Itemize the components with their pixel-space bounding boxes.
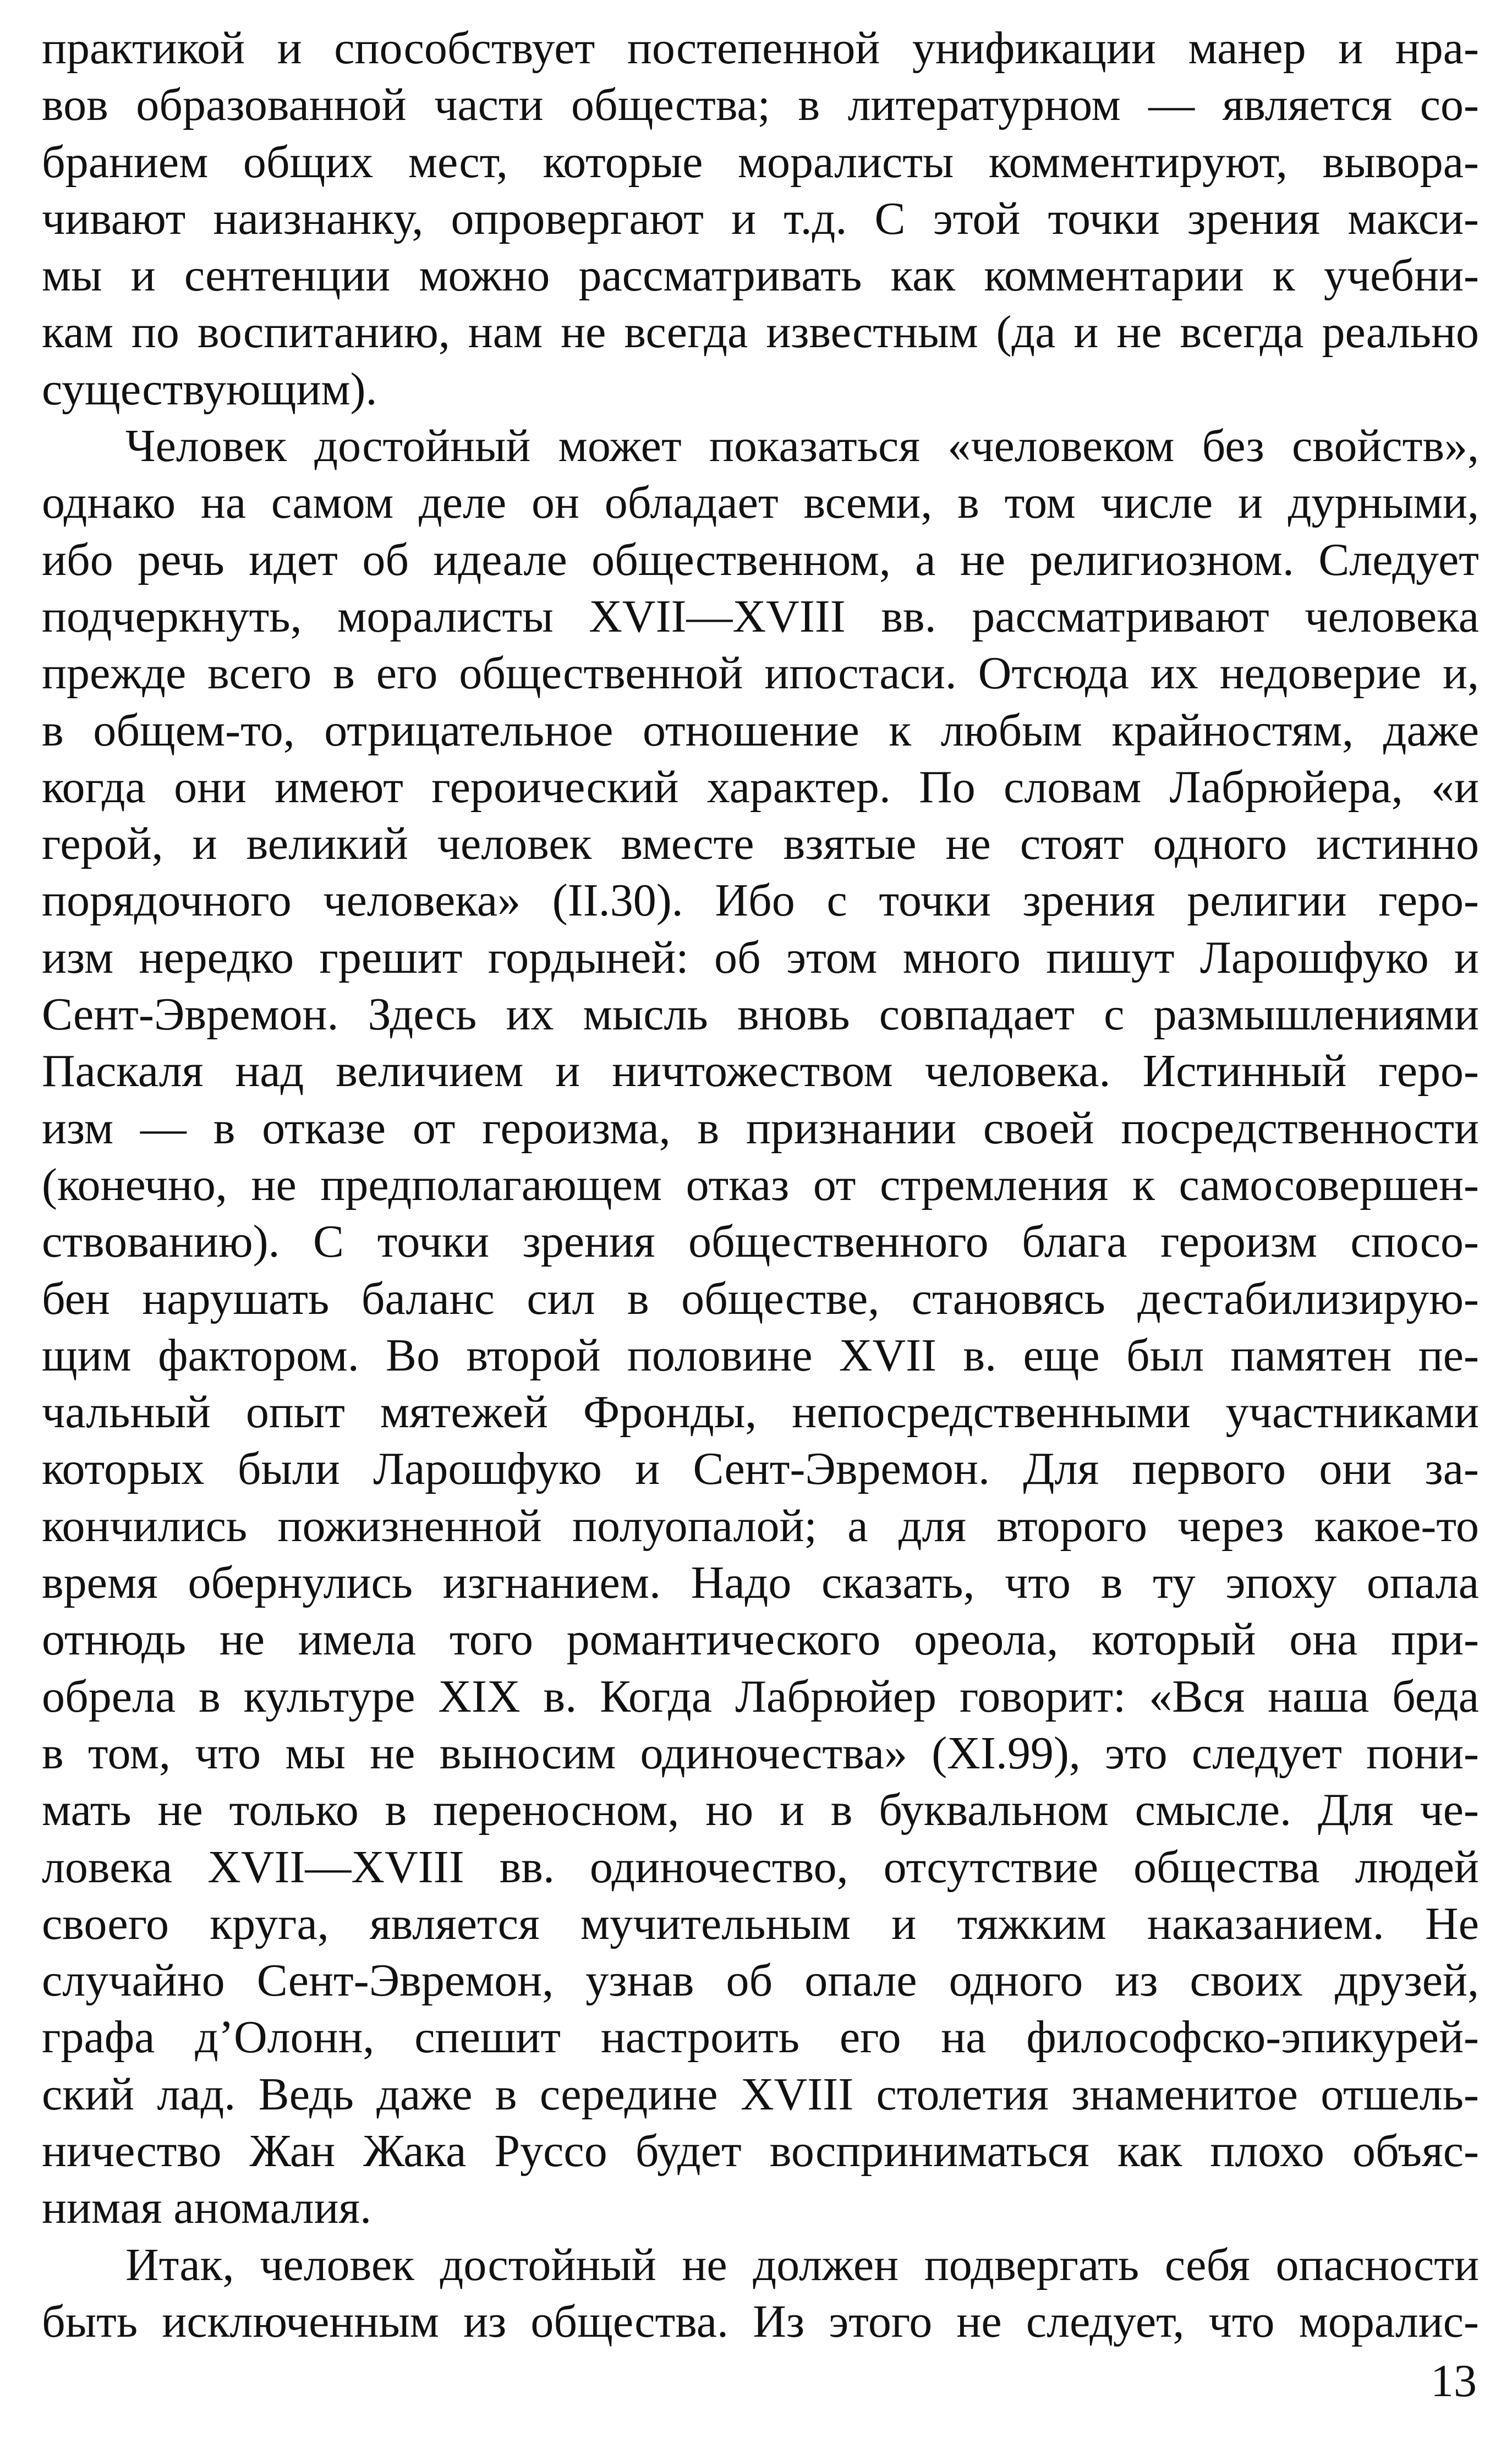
text-line: отнюдь не имела того романтического ореола, который она при- bbox=[42, 1614, 1479, 1665]
text-line: случайно Сент-Эвремон, узнав об опале одного из своих друзей, bbox=[42, 1955, 1479, 2007]
text-line: чальный опыт мятежей Фронды, непосредственными участниками bbox=[42, 1387, 1479, 1438]
text-line: кам по воспитанию, нам не всегда известным (да и не всегда реально bbox=[42, 306, 1479, 358]
text-line: мы и сентенции можно рассматривать как комментарии к учебни- bbox=[42, 250, 1479, 302]
text-line: Человек достойный может показаться «человеком без свойств», bbox=[125, 420, 1479, 472]
text-line: в том, что мы не выносим одиночества» (XI.99), это следует пони- bbox=[42, 1727, 1479, 1779]
text-line: время обернулись изгнанием. Надо сказать, что в ту эпоху опала bbox=[42, 1557, 1479, 1609]
text-line: вов образованной части общества; в литературном — является со- bbox=[42, 79, 1479, 131]
text-line: кончились пожизненной полуопалой; а для второго через какое-то bbox=[42, 1500, 1479, 1552]
paragraph bbox=[42, 2237, 1479, 2350]
paragraph bbox=[42, 20, 1479, 418]
text-line: чивают наизнанку, опровергают и т.д. С этой точки зрения макси- bbox=[42, 193, 1479, 244]
text-line: ибо речь идет об идеале общественном, а не религиозном. Следует bbox=[42, 534, 1479, 585]
text-line: Итак, человек достойный не должен подвергать себя опасности bbox=[125, 2239, 1479, 2290]
text-line: мать не только в переносном, но и в буквальном смысле. Для че- bbox=[42, 1784, 1479, 1836]
text-line: Сент-Эвремон. Здесь их мысль вновь совпадает с размышлениями bbox=[42, 989, 1479, 1040]
text-line: быть исключенным из общества. Из этого не следует, что моралис- bbox=[42, 2295, 1479, 2347]
text-line: ский лад. Ведь даже в середине XVIII столетия знаменитое отшель- bbox=[42, 2068, 1479, 2120]
text-line: ствованию). С точки зрения общественного блага героизм спосо- bbox=[42, 1216, 1479, 1268]
text-line: однако на самом деле он обладает всеми, в том числе и дурными, bbox=[42, 477, 1479, 529]
text-line: изм — в отказе от героизма, в признании своей посредственности bbox=[42, 1102, 1479, 1154]
text-line: изм нередко грешит гордыней: об этом много пишут Ларошфуко и bbox=[42, 931, 1479, 983]
text-line: (конечно, не предполагающем отказ от стремления к самосовершен- bbox=[42, 1159, 1479, 1210]
text-line: бранием общих мест, которые моралисты комментируют, вывора- bbox=[42, 136, 1479, 188]
text-line: графа д’Олонн, спешит настроить его на философско-эпикурей- bbox=[42, 2012, 1479, 2063]
text-line: подчеркнуть, моралисты XVII—XVIII вв. рассматривают человека bbox=[42, 590, 1479, 642]
text-line: прежде всего в его общественной ипостаси. Отсюда их недоверие и, bbox=[42, 648, 1479, 699]
text-line: герой, и великий человек вместе взятые не стоят одного истинно bbox=[42, 818, 1479, 870]
text-line: бен нарушать баланс сил в обществе, становясь дестабилизирую- bbox=[42, 1273, 1479, 1324]
text-line: ловека XVII—XVIII вв. одиночество, отсутствие общества людей bbox=[42, 1841, 1479, 1893]
page-number: 13 bbox=[1431, 2355, 1477, 2407]
text-line: нимая аномалия. bbox=[42, 2182, 372, 2234]
body-text bbox=[42, 20, 1479, 2350]
text-line: ничество Жан Жака Руссо будет восприниматься как плохо объяс- bbox=[42, 2125, 1479, 2177]
text-line: обрела в культуре XIX в. Когда Лабрюйер говорит: «Вся наша беда bbox=[42, 1670, 1479, 1722]
text-line: которых были Ларошфуко и Сент-Эвремон. Для первого они за- bbox=[42, 1443, 1479, 1495]
text-line: своего круга, является мучительным и тяжким наказанием. Не bbox=[42, 1898, 1479, 1949]
paragraph bbox=[42, 418, 1479, 2237]
text-line: щим фактором. Во второй половине XVII в. еще был памятен пе- bbox=[42, 1329, 1479, 1381]
text-line: в общем-то, отрицательное отношение к любым крайностям, даже bbox=[42, 704, 1479, 756]
text-line: существующим). bbox=[42, 363, 377, 415]
text-line: практикой и способствует постепенной унификации манер и нра- bbox=[42, 23, 1479, 74]
text-line: порядочного человека» (II.30). Ибо с точки зрения религии геро- bbox=[42, 875, 1479, 927]
text-line: когда они имеют героический характер. По словам Лабрюйера, «и bbox=[42, 761, 1479, 813]
text-line: Паскаля над величием и ничтожеством человека. Истинный геро- bbox=[42, 1045, 1479, 1097]
